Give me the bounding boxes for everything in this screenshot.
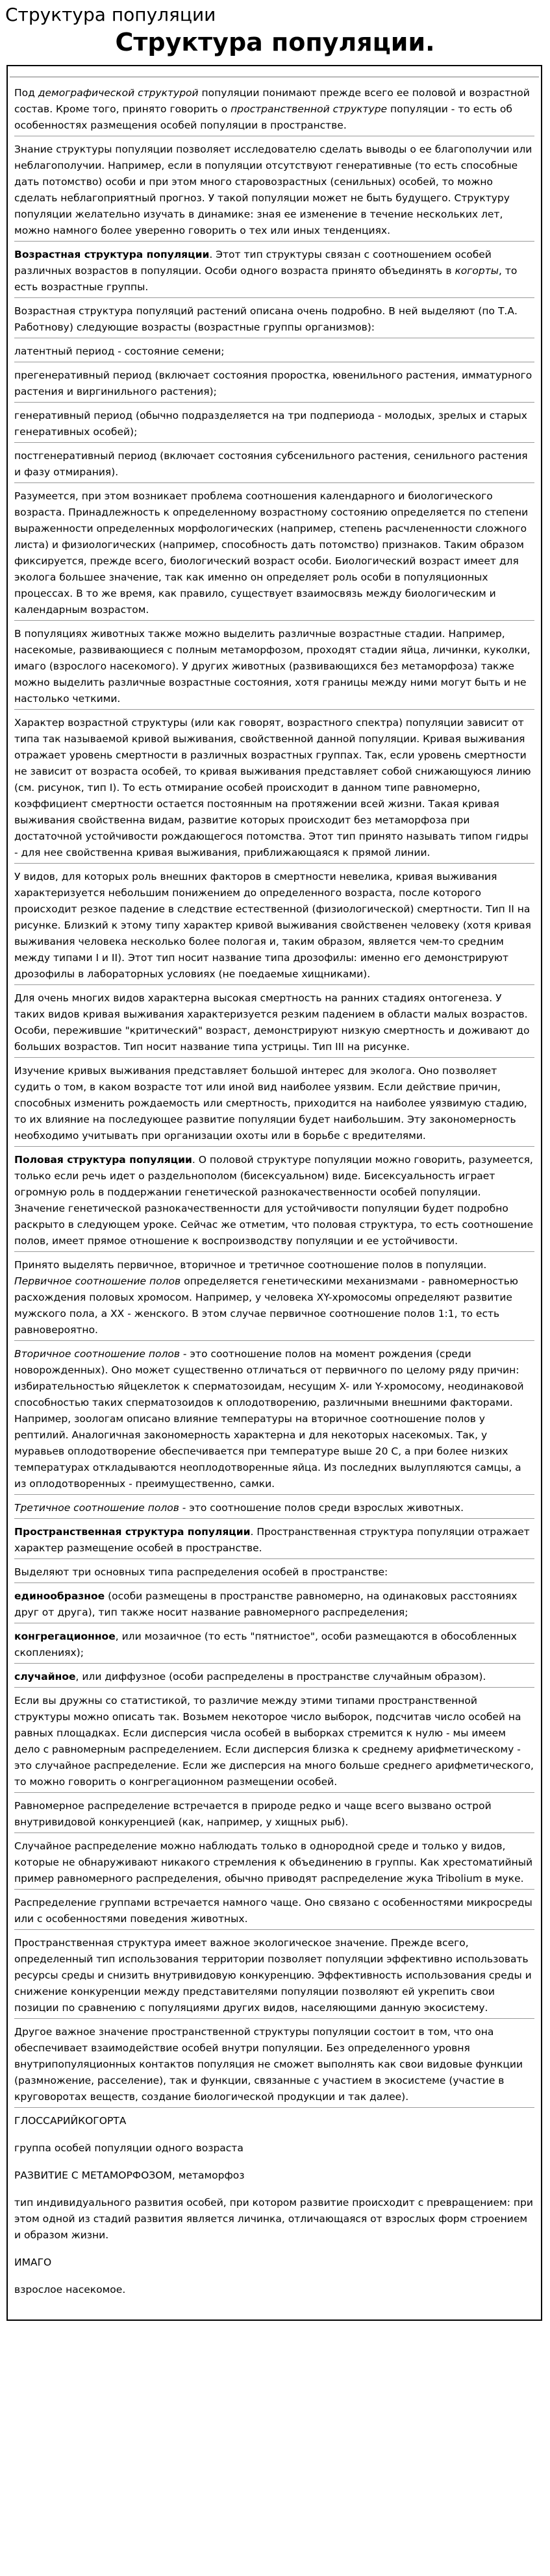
paragraph-text: Другое важное значение пространственной структуры популяции состоит в том, что она обеспечивает взаимодействие особей внутри популяции. Без определенного уровня внутрипопуляционных контактов популяция не сможет выполнять как свои видовые функции (размножение, расселение), так и функции, связанные с участием в экосистеме (участие в круговоротах веществ, создание биологической продукции и так далее). [14, 2026, 523, 2103]
paragraph [14, 1693, 534, 1793]
paragraph [14, 247, 534, 298]
paragraph [14, 1063, 534, 1147]
paragraph-text: Случайное распределение можно наблюдать только в однородной среде и только у видов, которые не обнаруживают никакого стремления к объединению в группы. Как хрестоматийный пример равномерного распределения, обычно приводят распределение жука Tribolium в муке. [14, 1840, 533, 1884]
paragraph [14, 303, 534, 338]
paragraph-text: Для очень многих видов характерна высокая смертность на ранних стадиях онтогенеза. У таких видов кривая выживания характеризуется резким падением в области малых возрастов. Особи, пережившие "критический" возраст, демонстрируют низкую смертность и доживают до больших возрастов. Тип носит название типа устрицы. Тип III на рисунке. [14, 992, 530, 1053]
paragraph [14, 408, 534, 443]
italic-term: Третичное соотношение полов [14, 1502, 179, 1514]
paragraph-text: Пространственная структура имеет важное экологическое значение. Прежде всего, определенный тип использования территории позволяет популяции эффективно использовать ресурсы среды и снизить внутривидовую конкуренцию. Эффективность использования среды и снижение конкуренции между представителями популяции позволяют ей укрепить свои позиции по сравнению с популяциями других видов, населяющими данную экосистему. [14, 1937, 532, 2014]
paragraph-text: Распределение группами встречается намного чаще. Оно связано с особенностями микросреды или с особенностями поведения животных. [14, 1897, 532, 1925]
paragraph [14, 142, 534, 242]
paragraph-text: популяции понимают прежде всего ее половой и возрастной состав. Кроме того, принято говорить о [14, 87, 530, 115]
page-title: Структура популяции. [115, 28, 435, 56]
paragraph-text: . Пространственная структура популяции отражает характер размещение особей в пространстве. [14, 1526, 530, 1554]
paragraph-text: Знание структуры популяции позволяет исследователю сделать выводы о ее благополучии или неблагополучии. Например, если в популяции отсутствуют генеративные (то есть способные дать потомство) особи и при этом много старовозрастных (сенильных) особей, то можно сделать неблагоприятный прогноз. У такой популяции может не быть будущего. Структуру популяции желательно изучать в динамике: зная ее изменение в течение нескольких лет, можно намного более уверенно говорить о тех или иных тенденциях. [14, 144, 532, 236]
paragraph-text: , или диффузное (особи распределены в пространстве случайным образом). [75, 1671, 486, 1682]
paragraph-text: Характер возрастной структуры (или как говорят, возрастного спектра) популяции зависит от типа так называемой кривой выживания, свойственной данной популяции. Кривая выживания отражает уровень смертности в различных возрастных группах. Так, если уровень смертности не зависит от возраста особей, то кривая выживания представляет собой снижающуюся линию (см. рисунок, тип I). То есть отмирание особей происходит в данном типе равномерно, коэффициент смертности остается постоянным на протяжении всей жизни. Такая кривая выживания свойственна видам, развитие которых происходит без метаморфоза при достаточной устойчивости рождающегося потомства. Этот тип принято называть типом гидры - для нее свойственна кривая выживания, приближающаяся к прямой линии. [14, 717, 531, 858]
glossary-term: РАЗВИТИЕ С МЕТАМОРФОЗОМ, метаморфоз [14, 2170, 245, 2181]
paragraph-text: . Этот тип структуры связан с соотношением особей различных возрастов в популяции. Особи одного возраста принято объединять в [14, 249, 492, 277]
bold-term: единообразное [14, 1590, 105, 1602]
glossary-definition: тип индивидуального развития особей, при котором развитие происходит с превращением: при этом одной из стадий развития является личинка, отличающаяся от взрослых форм строением и образом жизни. [14, 2197, 533, 2241]
paragraph [14, 1629, 534, 1664]
paragraph [14, 488, 534, 621]
paragraph-text: У видов, для которых роль внешних факторов в смертности невелика, кривая выживания характеризуется небольшим понижением до определенного возраста, после которого происходит резкое падение в следствие естественной (физиологической) смертности. Тип II на рисунке. Близкий к этому типу характер кривой выживания свойственен человеку (хотя кривая выживания человека несколько более пологая и, таким образом, является чем-то средним между типами I и II). Этот тип носит название типа дрозофилы: именно его демонстрируют дрозофилы в лабораторных условиях (не поедаемые хищниками). [14, 871, 531, 980]
paragraph [14, 448, 534, 483]
paragraph-text: генеративный период (обычно подразделяется на три подпериода - молодых, зрелых и старых генеративных особей); [14, 410, 527, 438]
paragraph [14, 869, 534, 985]
paragraph [14, 715, 534, 864]
paragraph [14, 1588, 534, 1623]
bold-term: случайное [14, 1671, 76, 1682]
glossary-term: ГЛОССАРИЙКОГОРТА [14, 2115, 127, 2127]
paragraph [14, 1798, 534, 1833]
bold-term: Половая структура популяции [14, 1154, 192, 1166]
paragraph-text: Равномерное распределение встречается в природе редко и чаще всего вызвано острой внутривидовой конкуренцией (как, например, у хищных рыб). [14, 1800, 492, 1828]
paragraph [14, 1152, 534, 1252]
glossary-term: ИМАГО [14, 2257, 52, 2268]
paragraph [14, 1524, 534, 1559]
paragraph [14, 2024, 534, 2108]
paragraph-text: прегенеративный период (включает состояния проростка, ювенильного растения, имматурного растения и виргинильного растения); [14, 369, 532, 397]
article-body [8, 77, 541, 2320]
glossary-definition: взрослое насекомое. [14, 2284, 126, 2295]
paragraph-text: Принято выделять первичное, вторичное и третичное соотношение полов в популяции. [14, 1259, 487, 1271]
paragraph-text: (особи размещены в пространстве равномерно, на одинаковых расстояниях друг от друга), тип также носит название равномерного распределения; [14, 1590, 518, 1618]
paragraph-text: В популяциях животных также можно выделить различные возрастные стадии. Например, насекомые, развивающиеся с полным метаморфозом, проходят стадии яйца, личинки, куколки, имаго (взрослого насекомого). У других животных (развивающихся без метаморфоза) также можно выделить различные возрастные состояния, хотя границы между ними могут быть и не настолько четкими. [14, 628, 531, 705]
paragraph-text: постгенеративный период (включает состояния субсенильного растения, сенильного растения и фазу отмирания). [14, 450, 528, 478]
paragraph [14, 1500, 534, 1519]
paragraph [14, 1669, 534, 1688]
bold-term: Возрастная структура популяции [14, 249, 210, 260]
paragraph-text: популяции - то есть об особенностях размещения особей популяции в пространстве. [14, 103, 512, 131]
paragraph [14, 1895, 534, 1930]
paragraph-text: - это соотношение полов среди взрослых животных. [179, 1502, 464, 1514]
paragraph [14, 1935, 534, 2019]
italic-term: пространственной структуре [231, 103, 388, 115]
paragraph [14, 1257, 534, 1341]
paragraph-text: Изучение кривых выживания представляет большой интерес для эколога. Оно позволяет судить о том, в каком возрасте тот или иной вид наиболее уязвим. Если действие причин, способных изменить рождаемость или смертность, приходится на наиболее уязвимую стадию, то их влияние на последующее развитие популяции будет наибольшим. Эту закономерность необходимо учитывать при организации охоты или в борьбе с вредителями. [14, 1065, 527, 1142]
italic-term: демографической структурой [38, 87, 199, 99]
paragraph-text: - это соотношение полов на момент рождения (среди новорожденных). Оно может существенно отличаться от первичного по целому ряду причин: избирательностью яйцеклеток к сперматозоидам, несущим X- или Y-хромосому, неодинаковой способностью таких сперматозоидов к оплодотворению, различными внешними факторами. Например, зоологам описано влияние температуры на вторичное соотношение полов у рептилий. Аналогичная закономерность характерна и для некоторых насекомых. Так, у муравьев оплодотворение обеспечивается при температуре выше 20 С, а при более низких температурах откладываются неоплодотворенные яйца. Из последних вылупляются самцы, а из оплодотворенных - преимущественно, самки. [14, 1348, 524, 1490]
italic-term: Первичное соотношение полов [14, 1275, 181, 1287]
paragraph-text: Под [14, 87, 38, 99]
page-caption: Структура популяции [5, 4, 216, 25]
paragraph [14, 368, 534, 403]
bold-term: Пространственная структура популяции [14, 1526, 251, 1538]
paragraph-text: , или мозаичное (то есть "пятнистое", особи размещаются в обособленных скоплениях); [14, 1631, 517, 1658]
bold-term: конгрегационное [14, 1631, 116, 1642]
paragraph-text: определяется генетическими механизмами - равномерностью расхождения половых хромосом. Например, у человека XY-хромосомы определяют развитие мужского пола, а XX - женского. В этом случае первичное соотношение полов 1:1, то есть равновероятно. [14, 1275, 518, 1336]
paragraph [14, 85, 534, 136]
content-frame [6, 65, 542, 2321]
frame-divider [10, 66, 539, 77]
paragraph [14, 990, 534, 1058]
glossary-definition: группа особей популяции одного возраста [14, 2142, 244, 2154]
paragraph [14, 344, 534, 362]
italic-term: когорты [455, 265, 499, 277]
paragraph-text: Возрастная структура популяций растений описана очень подробно. В ней выделяют (по Т.А. Работнову) следующие возрасты (возрастные группы организмов): [14, 305, 518, 333]
paragraph [14, 1838, 534, 1890]
paragraph-text: . О половой структуре популяции можно говорить, разумеется, только если речь идет о раздельнополом (бисексуальном) виде. Бисексуальность играет огромную роль в поддержании генетической разнокачественности особей популяции. Значение генетической разнокачественности для устойчивости популяции будет подробно раскрыто в следующем уроке. Сейчас же отметим, что половая структура, то есть соотношение полов, имеет прямое отношение к воспроизводству популяции и ее устойчивости. [14, 1154, 534, 1247]
paragraph-text: Разумеется, при этом возникает проблема соотношения календарного и биологического возраста. Принадлежность к определенному возрастному состоянию определяется по степени выраженности определенных морфологических (например, степень расчлененности сложного листа) и физиологических (например, способность дать потомство) признаков. Таким образом фиксируется, прежде всего, биологический возраст особи. Биологический возраст имеет для эколога большее значение, так как именно он определяет роль особи в популяционных процессах. В то же время, как правило, существует взаимосвязь между биологическим и календарным возрастом. [14, 490, 529, 616]
paragraph-text: Если вы дружны со статистикой, то различие между этими типами пространственной структуры можно описать так. Возьмем некоторое число выборок, подсчитав число особей на равных площадках. Если дисперсия числа особей в выборках стремится к нулю - мы имеем дело с равномерным распределением. Если дисперсия близка к среднему арифметическому - это случайное распределение. Если же дисперсия на много больше среднего арифметического, то можно говорить о конгрегационном размещении особей. [14, 1695, 534, 1788]
paragraph-text: Выделяют три основных типа распределения особей в пространстве: [14, 1566, 388, 1578]
italic-term: Вторичное соотношение полов [14, 1348, 180, 1360]
paragraph [14, 1564, 534, 1583]
paragraph [14, 626, 534, 710]
paragraph-text: , то есть возрастные группы. [14, 265, 518, 293]
paragraph [14, 1346, 534, 1495]
paragraph-text: латентный период - состояние семени; [14, 345, 225, 357]
